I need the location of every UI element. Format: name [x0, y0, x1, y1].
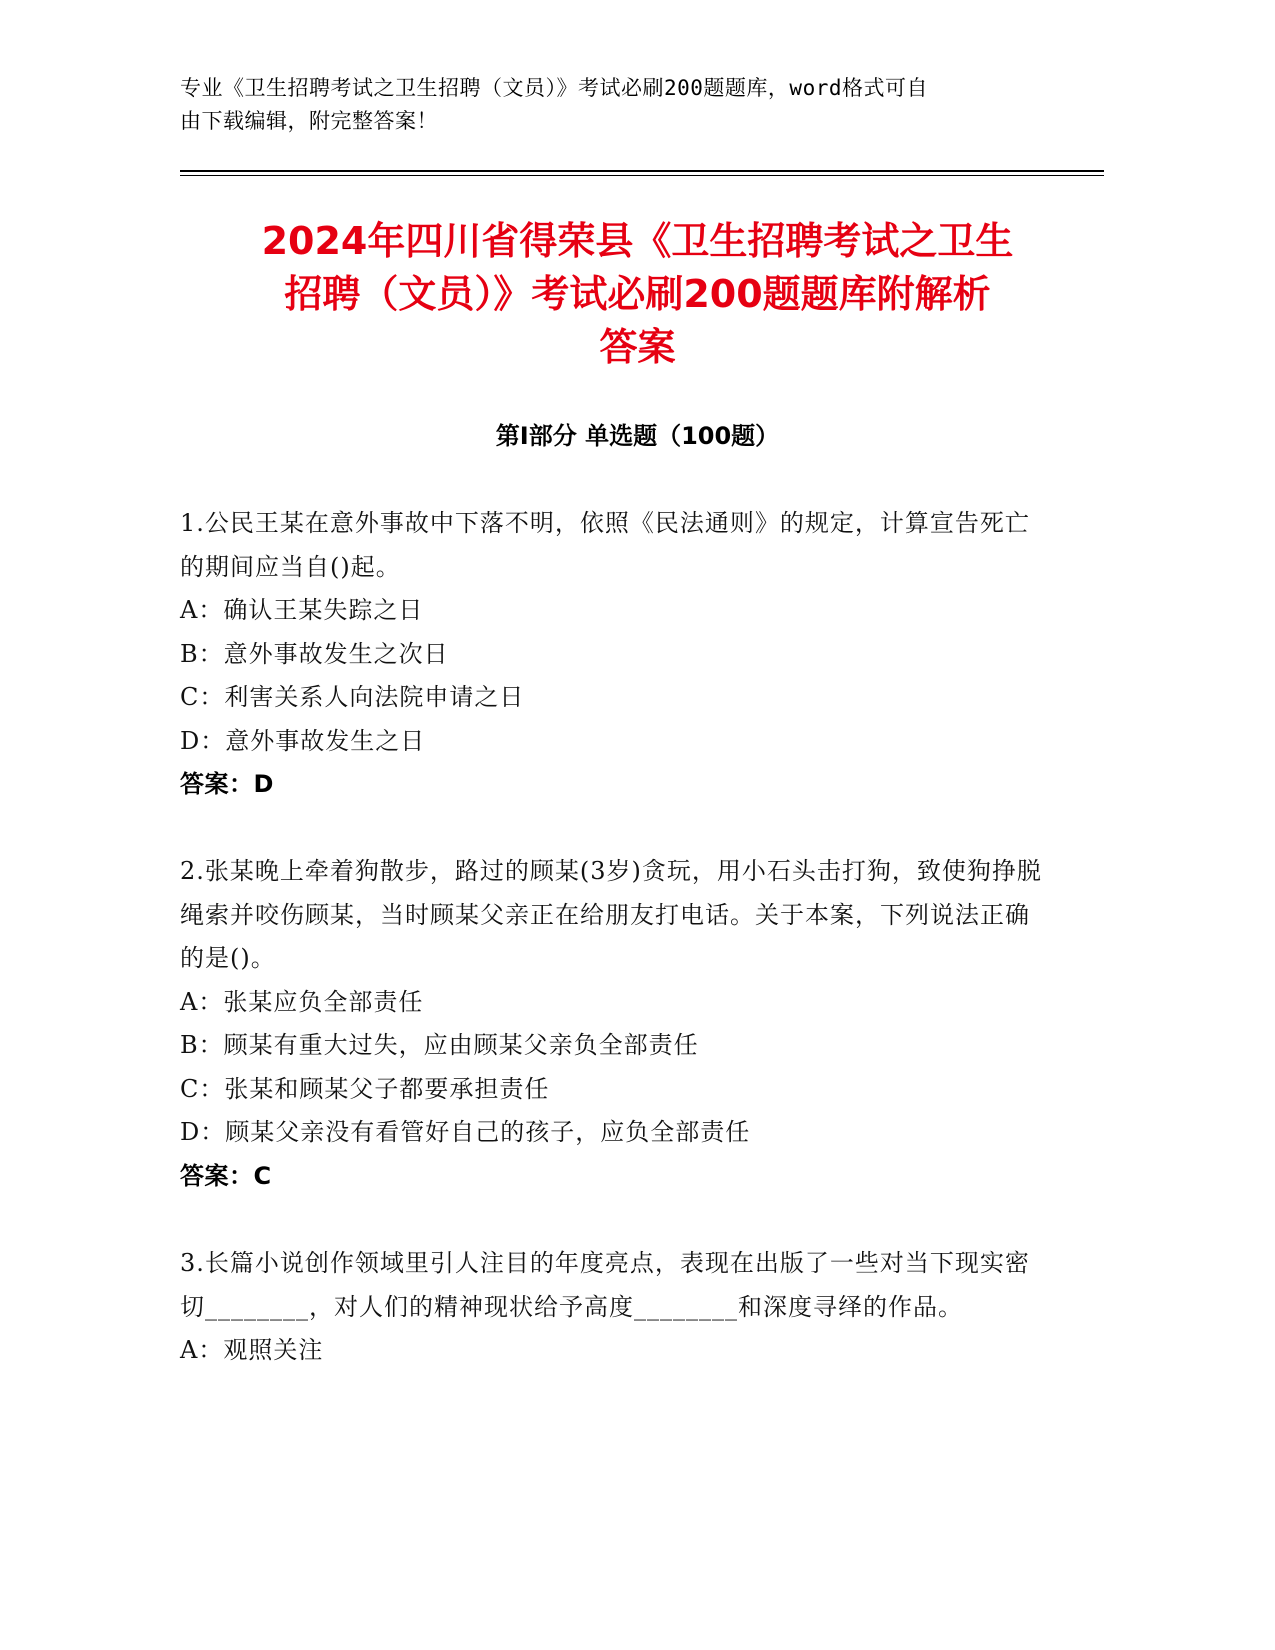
- question-block: [180, 1242, 1050, 1373]
- document-title-line-3: 答案: [599, 325, 676, 369]
- option-d: D：顾某父亲没有看管好自己的孩子，应负全部责任: [180, 1118, 751, 1146]
- header-note-line-1: 专业《卫生招聘考试之卫生招聘（文员）》考试必刷200题题库，word格式可自: [180, 76, 928, 100]
- document-title: [150, 215, 1125, 374]
- answer-line: 答案：D: [180, 770, 274, 798]
- document-title-line-2: 招聘（文员）》考试必刷200题题库附解析: [284, 272, 991, 316]
- header-note: [180, 72, 1050, 138]
- question-block: [180, 850, 1050, 1198]
- option-c: C：张某和顾某父子都要承担责任: [180, 1074, 550, 1103]
- question-stem: 3.长篇小说创作领域里引人注目的年度亮点，表现在出版了一些对当下现实密切________，对人们的精神现状给予高度________和深度寻绎的作品。: [180, 1249, 1030, 1321]
- section-heading: 第Ⅰ部分 单选题（100题）: [495, 422, 780, 450]
- question-stem: 2.张某晚上牵着狗散步，路过的顾某(3岁)贪玩，用小石头击打狗，致使狗挣脱绳索并咬伤顾某，当时顾某父亲正在给朋友打电话。关于本案，下列说法正确的是()。: [180, 857, 1042, 972]
- question-block: [180, 502, 1050, 807]
- option-a: A：确认王某失踪之日: [180, 596, 424, 624]
- option-b: B：意外事故发生之次日: [180, 639, 449, 668]
- option-a: A：观照关注: [180, 1336, 324, 1364]
- header-note-line-2: 由下载编辑，附完整答案！: [180, 109, 438, 133]
- header-divider-thick: [180, 170, 1104, 172]
- option-a: A：张某应负全部责任: [180, 987, 424, 1016]
- answer-line: 答案：C: [180, 1161, 272, 1190]
- option-c: C：利害关系人向法院申请之日: [180, 683, 525, 711]
- option-b: B：顾某有重大过失，应由顾某父亲负全部责任: [180, 1031, 699, 1059]
- header-divider-thin: [180, 175, 1104, 176]
- option-d: D：意外事故发生之日: [180, 726, 426, 755]
- document-title-line-1: 2024年四川省得荣县《卫生招聘考试之卫生: [261, 219, 1014, 263]
- question-stem: 1.公民王某在意外事故中下落不明，依照《民法通则》的规定，计算宣告死亡的期间应当自()起。: [180, 509, 1030, 581]
